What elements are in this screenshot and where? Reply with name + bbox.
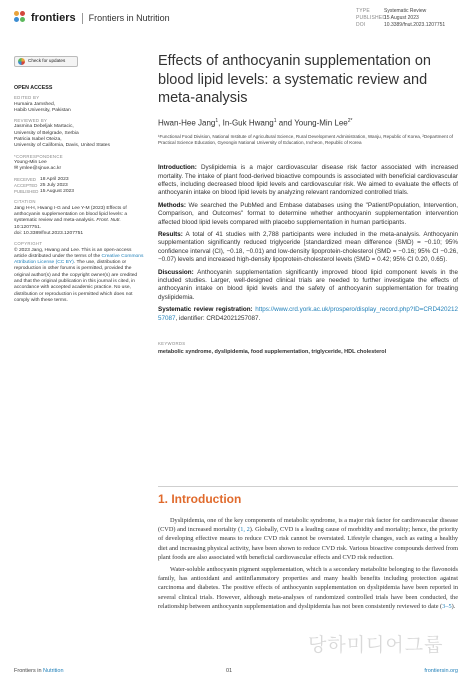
meta-doi-label: DOI xyxy=(356,22,366,28)
keywords: metabolic syndrome, dyslipidemia, food supplementation, triglyceride, HDL cholesterol xyxy=(158,349,387,356)
meta-type-value: Systematic Review xyxy=(384,8,427,14)
affiliations: ¹Functional Food Division, National Institute of Agricultural Science, Rural Development Administration, Wanju, Republic of Korea, ²Department of Practical Science Education, Gyeongin National University of Education, Incheon, Republic of Korea xyxy=(158,134,453,146)
dates xyxy=(14,177,144,196)
paragraph xyxy=(158,565,458,611)
page-number: 01 xyxy=(226,668,233,674)
accepted-label: ACCEPTED xyxy=(14,182,38,188)
check-for-updates-label: Check for updates xyxy=(28,58,66,64)
registration-link[interactable]: https://www.crd.york.ac.uk/prospero/display_record.php?ID=CRD42021257087 xyxy=(158,306,459,322)
footer-journal-name: Nutrition xyxy=(43,668,64,674)
page-footer xyxy=(14,668,458,680)
abstract-section-label: Results: xyxy=(158,231,183,238)
registration-identifier: , identifier: CRD42021257087. xyxy=(175,314,261,322)
brand-name: frontiers xyxy=(31,12,76,24)
abstract-section-label: Methods: xyxy=(158,201,186,209)
registration-label: Systematic review registration: xyxy=(158,306,253,314)
author-list: Hwan-Hee Jang$^1$, In-Guk Hwang$^1$ and Young-Min Lee$^{2*}$ xyxy=(158,117,353,128)
citation-label: CITATION xyxy=(14,199,36,205)
abstract-section-label: Discussion: xyxy=(158,268,194,276)
meta-published-label: PUBLISHED xyxy=(356,15,387,21)
frontiers-logo-icon xyxy=(14,11,28,25)
correspondence-label: *CORRESPONDENCE xyxy=(14,153,63,159)
paragraph-text: ). Globally, CVD is a leading cause of morbidity and mortality; hence, the priority of developing effective means to reduce CVD risk cannot be overstated. Lifestyle changes, such as eating a healthy diet and increasing physical activity, have been shown to reduce CVD risk. Various bioactive compounds derived from plant foods are also associated with beneficial cardiovascular effects and CVD risk reduction. xyxy=(158,526,458,561)
abstract-section-text: Anthocyanin supplementation significantly improved blood lipid component levels in the included studies. Larger, well-designed clinical trials are needed to further investigate the effects of anthocyanin intake on blood lipid levels and the safety of anthocyanin supplementation for treating dyslipidemia. xyxy=(158,268,458,301)
watermark: 당하미디어그룹 xyxy=(308,634,444,656)
license-link[interactable]: Creative Commons Attribution License (CC BY) xyxy=(14,253,144,266)
received-label: RECEIVED xyxy=(14,176,36,182)
citation-link[interactable]: 1, 2 xyxy=(240,526,250,534)
abstract-section-label: Introduction: xyxy=(158,164,197,172)
paragraph-text: Dyslipidemia, one of the key components of metabolic syndrome, is a major risk factor for cardiovascular disease (CVD) and increased mortality ( xyxy=(158,517,458,534)
published-label: PUBLISHED xyxy=(14,189,39,195)
accepted-date: 25 July 2023 xyxy=(40,182,68,188)
published-date: 15 August 2023 xyxy=(40,189,74,195)
open-access-label: OPEN ACCESS xyxy=(14,85,53,91)
meta-published-value: 15 August 2023 xyxy=(384,15,419,21)
footer-site-link[interactable]: frontiersin.org xyxy=(424,668,458,674)
article-front xyxy=(158,52,458,355)
footer-journal-prefix: Frontiers in xyxy=(14,668,44,674)
citation-journal: Front. Nutr. xyxy=(96,218,121,224)
meta-doi-value[interactable]: 10.3389/fnut.2023.1207751 xyxy=(384,22,446,28)
citation-link[interactable]: 3–5 xyxy=(442,602,452,610)
abstract-methods xyxy=(158,202,458,227)
frontiers-logo[interactable] xyxy=(14,11,170,25)
journal-name: Frontiers in Nutrition xyxy=(88,13,170,23)
author-affil-sup: 2* xyxy=(347,117,353,124)
copyright-terms: . The use, distribution or reproduction in other forums is permitted, provided the original author(s) and the copyright owner(s) are credited and that the original publication in this journal is cited, in accordance with accepted academic practice. No use, distribution or reproduction is permitted which does not comply with these terms. xyxy=(14,260,138,303)
page-header xyxy=(14,8,458,32)
sidebar xyxy=(14,56,144,305)
footer-journal xyxy=(14,668,64,674)
edited-by-label: EDITED BY xyxy=(14,95,40,101)
article-meta xyxy=(356,8,445,29)
author-name[interactable]: Young-Min Lee xyxy=(294,118,348,128)
article-title: Effects of anthocyanin supplementation on blood lipid levels: a systematic review and meta-analysis xyxy=(158,53,432,106)
abstract-section-text: We searched the PubMed and Embase databases using the "Patient/Population, Intervention, Comparison, and Outcomes" format to determine whether anthocyanin supplementation intervention affected blood lipid levels compared with placebo supplementation in human participants. xyxy=(158,201,458,226)
edited-by: Humaira Jamshed, Habib University, Pakistan xyxy=(14,101,71,113)
abstract-section-text: A total of 41 studies with 2,788 participants were included in the meta-analysis. Anthocyanin supplementation significantly reduced triglyceride [standardized mean difference (SMD) = −0.10; 95% confidence interval (CI), −0.18, −0.01) and low-density lipoprotein-cholesterol (SMD = −0.16; 95% CI −0.26, −0.07) levels and increased high-density lipoprotein-cholesterol levels (SMD = 0.42; 95% CI 0.20, 0.65). xyxy=(158,231,458,264)
abstract-section-text: Dyslipidemia is a major cardiovascular disease risk factor associated with increased mortality. The intake of plant food-derived bioactive compounds is associated with beneficial cardiovascular effects, including decreased blood lipid levels and cardiovascular risk. We aimed to evaluate the effects of anthocyanin intake on blood lipid levels by analyzing relevant randomized controlled trials. xyxy=(158,164,458,197)
crossmark-icon xyxy=(18,58,25,65)
author-name[interactable]: In-Guk Hwang xyxy=(222,118,274,128)
copyright-text: © 2023 Jang, Hwang and Lee. This is an open-access article distributed under the terms of the xyxy=(14,247,132,259)
citation xyxy=(14,206,144,237)
section-heading-introduction: 1. Introduction xyxy=(158,492,242,506)
abstract-introduction xyxy=(158,164,458,198)
citation-text: Jang H-H, Hwang I-G and Lee Y-M (2023) Effects of anthocyanin supplementation on blood lipid levels: a systematic review and meta-analysis. xyxy=(14,205,128,224)
meta-type-label: TYPE xyxy=(356,8,370,14)
reviewed-by: Jasmina Debeljak Martacic, University of Belgrade, Serbia Patricia Isabel Oteiza, University of California, Davis, United States xyxy=(14,124,110,149)
registration xyxy=(158,306,458,323)
author-affil-sup: 1 xyxy=(273,117,277,124)
paragraph xyxy=(158,516,458,562)
received-date: 18 April 2023 xyxy=(40,176,69,182)
abstract-discussion xyxy=(158,269,458,303)
author-name[interactable]: Hwan-Hee Jang xyxy=(158,118,216,128)
copyright xyxy=(14,248,144,305)
paragraph-text: ). xyxy=(451,602,456,610)
abstract-results xyxy=(158,231,458,265)
author-conjunction: and xyxy=(278,118,293,128)
correspondence[interactable]: Young-Min Lee ✉ ymlee@sjnue.ac.kr xyxy=(14,159,62,172)
header-divider xyxy=(82,13,83,24)
keywords-label: KEYWORDS xyxy=(158,341,186,347)
reviewed-by-label: REVIEWED BY xyxy=(14,118,48,124)
copyright-label: COPYRIGHT xyxy=(14,241,43,247)
abstract xyxy=(158,164,458,323)
introduction-body xyxy=(158,516,458,614)
citation-doi: 10:1207751. doi: 10.3389/fnut.2023.1207751 xyxy=(14,224,84,236)
paragraph-text: Water-soluble anthocyanin pigment supplementation, which is a secondary metabolite belonging to the flavonoids family, has antioxidant and antiinflammatory properties and many health benefits including protection against carcinoma and diabetes. The positive effects of anthocyanin supplementation on dyslipidemia have been reported in several clinical trials. However, although meta-analyses of randomized controlled trials have been conducted, the relationship between anthocyanin supplementation and dyslipidemia has not been consistently reviewed to date ( xyxy=(158,566,458,610)
check-for-updates-button[interactable] xyxy=(14,56,78,67)
section-divider xyxy=(158,486,458,487)
author-affil-sup: 1 xyxy=(215,117,219,124)
